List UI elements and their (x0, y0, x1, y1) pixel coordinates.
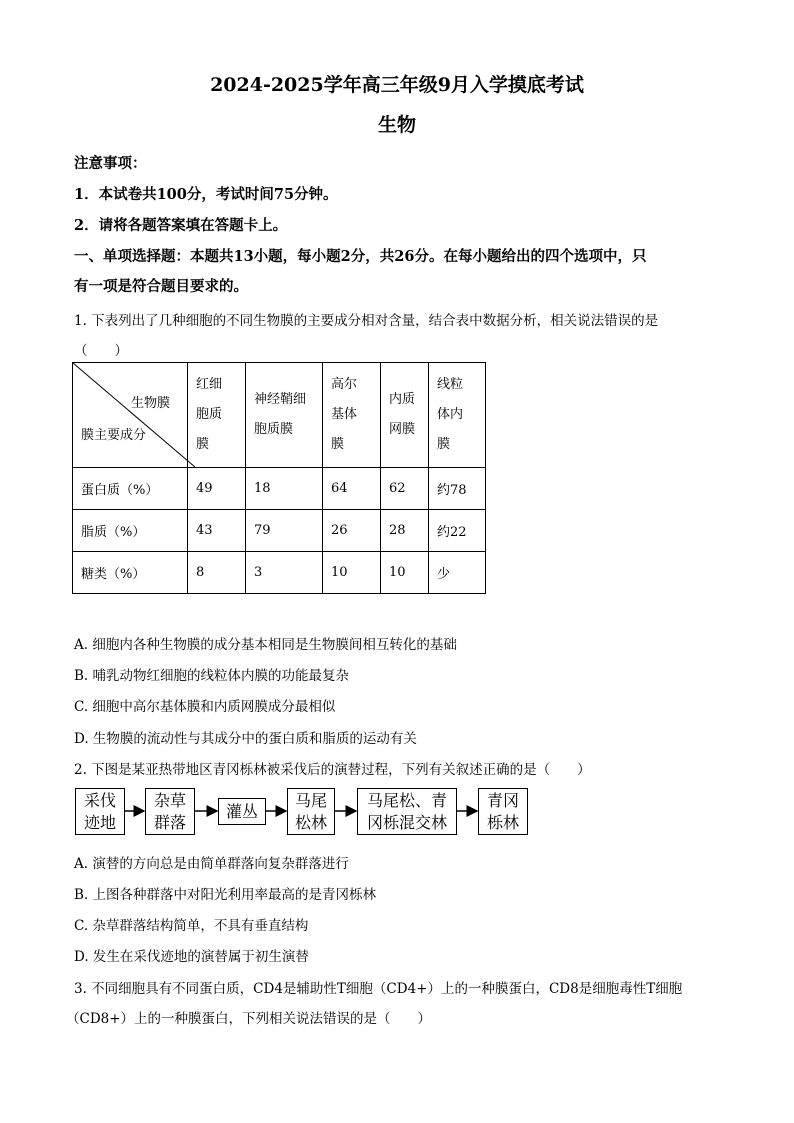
table-cell: 约78 (429, 468, 486, 510)
header-cell: 神经鞘细 胞质膜 (246, 363, 323, 468)
table-cell: 约22 (429, 510, 486, 552)
header-cell: 内质 网膜 (381, 363, 429, 468)
table-cell: 64 (323, 468, 381, 510)
corner-bottom-label: 膜主要成分 (81, 428, 147, 443)
q1-option-a[interactable]: A. 细胞内各种生物膜的成分基本相同是生物膜间相互转化的基础 (74, 637, 457, 653)
q1-stem: 1. 下表列出了几种细胞的不同生物膜的主要成分相对含量，结合表中数据分析，相关说法错误的是 (74, 313, 659, 329)
table-cell: 79 (246, 510, 323, 552)
row-label: 脂质（%） (73, 510, 188, 552)
q1-option-b[interactable]: B. 哺乳动物红细胞的线粒体内膜的功能最复杂 (74, 668, 350, 684)
exam-title: 2024-2025学年高三年级9月入学摸底考试 (210, 74, 584, 96)
header-cell: 红细 胞质 膜 (188, 363, 246, 468)
notice-item: 1．本试卷共100分，考试时间75分钟。 (74, 186, 338, 203)
table-cell: 少 (429, 552, 486, 594)
flow-box-mixed-forest: 马尾松、青 冈栎混交林 (357, 788, 457, 835)
table-cell: 3 (246, 552, 323, 594)
flow-box-oak-forest: 青冈 栎林 (478, 788, 528, 835)
section-heading: 一、单项选择题：本题共13小题，每小题2分，共26分。在每小题给出的四个选项中，只 (74, 248, 647, 265)
q1-option-d[interactable]: D. 生物膜的流动性与其成分中的蛋白质和脂质的运动有关 (74, 731, 417, 747)
table-cell: 49 (188, 468, 246, 510)
membrane-table (72, 362, 486, 594)
notice-heading: 注意事项： (74, 155, 147, 172)
table-row (73, 510, 486, 552)
q3-stem-cont: （CD8+）上的一种膜蛋白，下列相关说法错误的是（ ） (66, 1011, 432, 1027)
flow-box-weed-community: 杂草 群落 (145, 788, 195, 835)
table-cell: 26 (323, 510, 381, 552)
q2-option-c[interactable]: C. 杂草群落结构简单，不具有垂直结构 (74, 918, 309, 934)
table-cell: 28 (381, 510, 429, 552)
table-row (73, 552, 486, 594)
q2-stem: 2. 下图是某亚热带地区青冈栎林被采伐后的演替过程，下列有关叙述正确的是（ ） (74, 762, 591, 778)
flow-box-masson-pine: 马尾 松林 (287, 788, 335, 835)
section-heading-cont: 有一项是符合题目要求的。 (74, 278, 248, 295)
corner-top-label: 生物膜 (131, 396, 171, 411)
table-cell: 62 (381, 468, 429, 510)
q2-option-a[interactable]: A. 演替的方向总是由简单群落向复杂群落进行 (74, 856, 349, 872)
flow-box-shrub: 灌丛 (218, 798, 266, 825)
table-cell: 10 (323, 552, 381, 594)
table-row (73, 468, 486, 510)
table-header-row (73, 363, 486, 468)
header-cell: 线粒 体内 膜 (429, 363, 486, 468)
q2-option-b[interactable]: B. 上图各种群落中对阳光利用率最高的是青冈栎林 (74, 887, 377, 903)
q1-option-c[interactable]: C. 细胞中高尔基体膜和内质网膜成分最相似 (74, 699, 336, 715)
table-corner-cell (73, 363, 188, 468)
table-cell: 8 (188, 552, 246, 594)
subject-title: 生物 (377, 114, 416, 136)
table-cell: 43 (188, 510, 246, 552)
flow-box-logged-land: 采伐 迹地 (75, 788, 125, 835)
q2-option-d[interactable]: D. 发生在采伐迹地的演替属于初生演替 (74, 949, 309, 965)
q1-stem-cont: （ ） (74, 343, 128, 359)
row-label: 蛋白质（%） (73, 468, 188, 510)
table-cell: 18 (246, 468, 323, 510)
row-label: 糖类（%） (73, 552, 188, 594)
table-cell: 10 (381, 552, 429, 594)
notice-item: 2．请将各题答案填在答题卡上。 (74, 217, 288, 234)
header-cell: 高尔 基体 膜 (323, 363, 381, 468)
q3-stem: 3. 不同细胞具有不同蛋白质，CD4是辅助性T细胞（CD4+）上的一种膜蛋白，CD8是细胞毒性T细胞 (74, 981, 683, 997)
